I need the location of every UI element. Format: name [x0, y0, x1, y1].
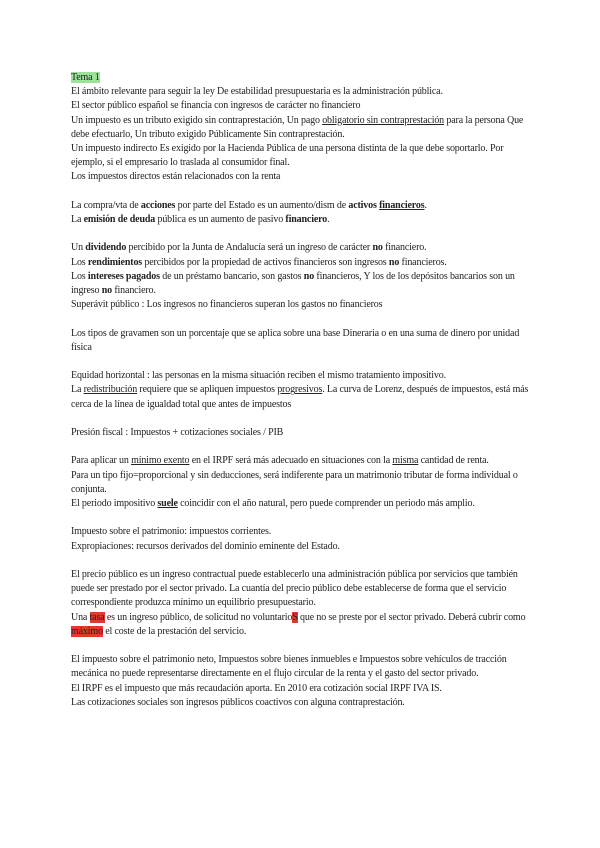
highlight-red-2: S [292, 611, 298, 623]
paragraph-18: El periodo impositivo suele coincidir con el año natural, pero puede comprender un periodo más amplio. [71, 498, 475, 509]
paragraph-17: Para un tipo fijo=proporcional y sin deducciones, será indiferente para un matrimonio tributar de forma individual o conjunta. [71, 469, 518, 495]
paragraph-23: El impuesto sobre el patrimonio neto, Impuestos sobre bienes inmuebles e Impuestos sobre vehículos de tracción mecánica no puede representarse directamente en el flujo circular de la renta y el gasto del sector privado. [71, 654, 507, 680]
paragraph-5: Los impuestos directos están relacionados con la renta [71, 171, 281, 183]
paragraph-6: La compra/vta de acciones por parte del Estado es un aumento/dism de activos financieros. [71, 199, 427, 211]
paragraph-1: El ámbito relevante para seguir la ley De estabilidad presupuestaria es la administración pública. [71, 86, 443, 98]
paragraph-8: Un dividendo percibido por la Junta de Andalucía será un ingreso de carácter no financiero. [71, 242, 427, 254]
paragraph-22: Una tasa es un ingreso público, de solicitud no voluntarioS que no se preste por el sector privado. Deberá cubrir como máximo el coste de la prestación del servicio. [71, 611, 526, 637]
paragraph-11: Superávit público : Los ingresos no financieros superan los gastos no financieros [71, 299, 383, 311]
paragraph-19: Impuesto sobre el patrimonio: impuestos corrientes. [71, 526, 272, 538]
paragraph-21: El precio público es un ingreso contractual puede establecerlo una administración pública por servicios que también puede ser prestado por el sector privado. La cuantía del precio público debe establecerse de forma que el servicio correspondiente produzca mínimo un equilibrio presupuestario. [71, 568, 518, 609]
paragraph-9: Los rendimientos percibidos por la propiedad de activos financieros son ingresos no financieros. [71, 256, 447, 268]
paragraph-16: Para aplicar un mínimo exento en el IRPF será más adecuado en situaciones con la misma cantidad de renta. [71, 455, 489, 467]
paragraph-7: La emisión de deuda pública es un aumento de pasivo financiero. [71, 214, 330, 226]
document-title [71, 71, 529, 85]
paragraph-10: Los intereses pagados de un préstamo bancario, son gastos no financieros, Y los de los depósitos bancarios son un ingreso no financiero. [71, 270, 515, 297]
paragraph-25: Las cotizaciones sociales son ingresos públicos coactivos con alguna contraprestación. [71, 696, 405, 708]
paragraph-15: Presión fiscal : Impuestos + cotizaciones sociales / PIB [71, 427, 284, 438]
underlined-phrase: obligatorio sin contraprestación [322, 114, 445, 126]
paragraph-3: Un impuesto es un tributo exigido sin contraprestación, Un pago obligatorio sin contraprestación para la persona Que debe efectuarlo, Un tributo exigido Públicamente Sin contraprestación. [71, 114, 524, 140]
title-highlight: Tema 1 [71, 72, 100, 83]
paragraph-12: Los tipos de gravamen son un porcentaje que se aplica sobre una base Dineraria o en una suma de dinero por unidad física [71, 327, 520, 353]
paragraph-24: El IRPF es el impuesto que más recaudación aporta. En 2010 era cotización social IRPF IVA IS. [71, 682, 442, 694]
highlight-red-3: máximo [71, 625, 103, 637]
document-page [71, 71, 529, 710]
paragraph-13: Equidad horizontal : las personas en la misma situación reciben el mismo tratamiento impositivo. [71, 370, 446, 382]
paragraph-4: Un impuesto indirecto Es exigido por la Hacienda Pública de una persona distinta de la que debe soportarlo. Por ejemplo, si el empresario lo traslada al consumidor final. [71, 143, 504, 169]
paragraph-20: Expropiaciones: recursos derivados del dominio eminente del Estado. [71, 540, 340, 552]
paragraph-14: La redistribución requiere que se apliquen impuestos progresivos. La curva de Lorenz, después de impuestos, está más cerca de la línea de igualdad total que antes de impuestos [71, 384, 529, 410]
paragraph-2: El sector público español se financia con ingresos de carácter no financiero [71, 100, 361, 112]
highlight-red-1: tasa [89, 611, 105, 623]
